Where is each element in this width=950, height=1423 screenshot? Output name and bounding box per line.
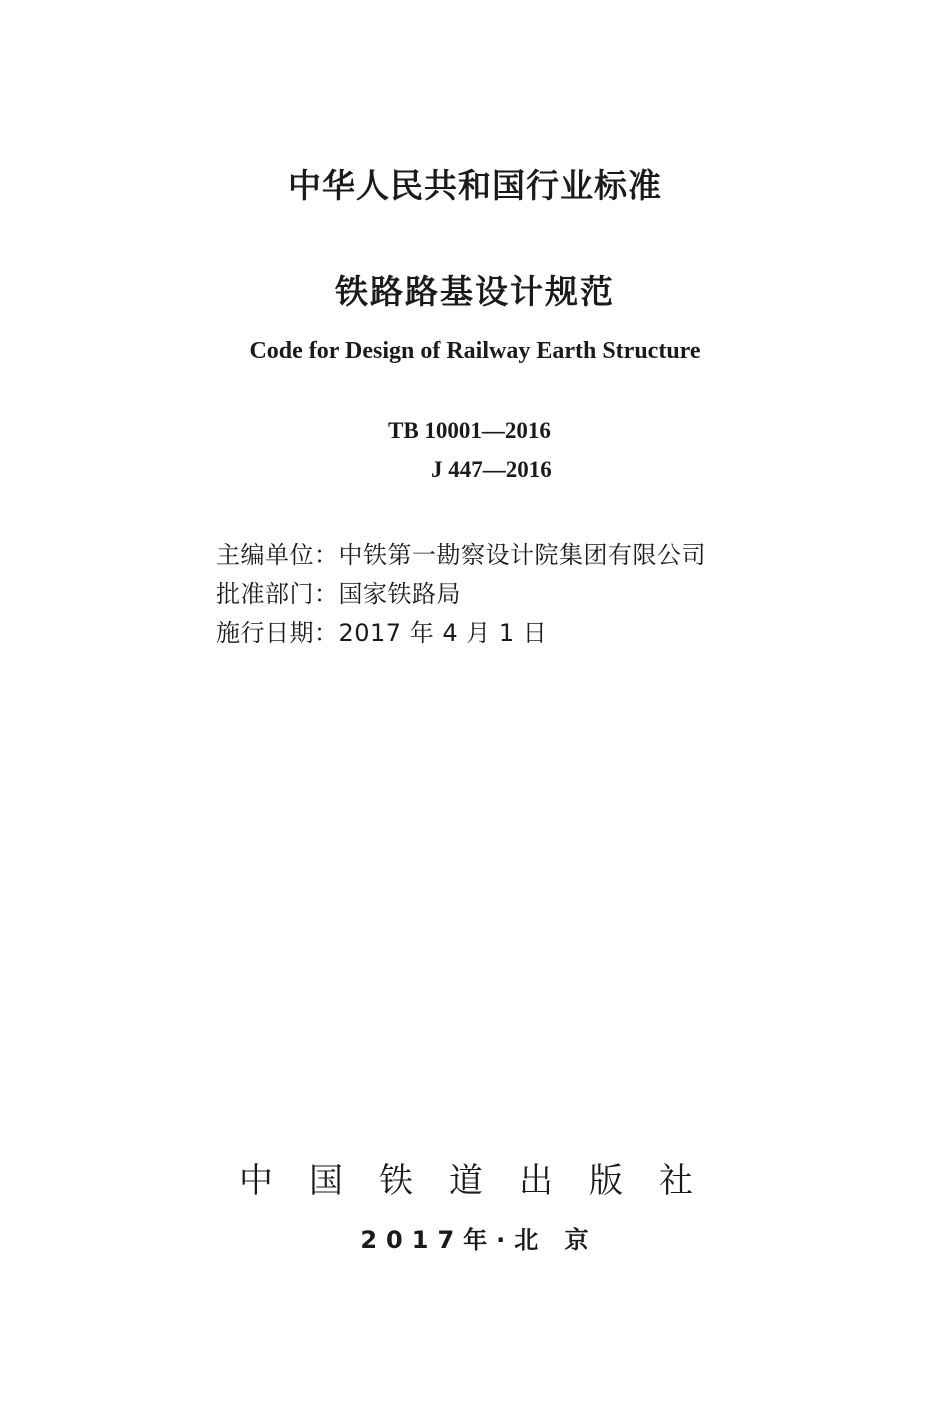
standard-code-j: J 447—2016 [431, 457, 552, 482]
document-title-english: Code for Design of Railway Earth Structure [249, 338, 701, 364]
standard-series-heading: 中华人民共和国行业标准 [288, 166, 662, 205]
effective-date: 施行日期：2017 年 4 月 1 日 [216, 619, 548, 647]
standard-code-tb: TB 10001—2016 [388, 418, 551, 443]
publication-date-place: 2017年·北 京 [360, 1226, 598, 1254]
approving-department: 批准部门：国家铁路局 [216, 580, 461, 608]
publisher-name: 中国铁道出版社 [239, 1161, 729, 1201]
chief-editor-unit: 主编单位：中铁第一勘察设计院集团有限公司 [216, 541, 706, 569]
document-title-chinese: 铁路路基设计规范 [335, 272, 615, 311]
